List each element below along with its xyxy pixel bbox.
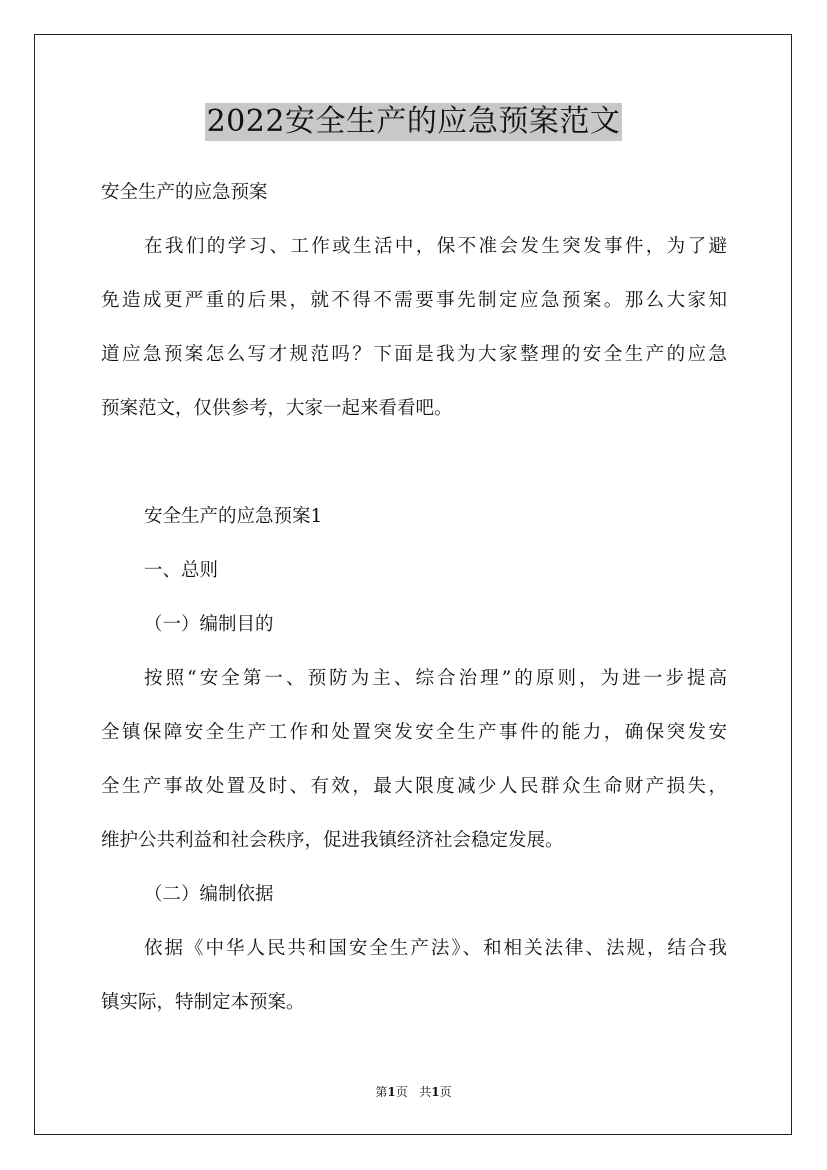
footer-total-label: 共 <box>419 1085 432 1099</box>
footer-total-number: 1 <box>431 1085 440 1099</box>
footer-total-suffix: 页 <box>439 1085 452 1099</box>
paragraph-line: 道应急预案怎么写才规范吗？下面是我为大家整理的安全生产的应急 <box>101 344 727 365</box>
paragraph-line: 镇实际，特制定本预案。 <box>101 992 305 1013</box>
paragraph-line: 免造成更严重的后果，就不得不需要事先制定应急预案。那么大家知 <box>101 290 727 311</box>
footer-page-suffix: 页 <box>395 1085 408 1099</box>
section-heading: 安全生产的应急预案1 <box>144 506 323 527</box>
paragraph-line: 依据《中华人民共和国安全生产法》、和相关法律、法规，结合我 <box>144 938 727 959</box>
subsection-heading: （二）编制依据 <box>144 884 274 905</box>
document-title: 2022安全生产的应急预案范文 <box>206 104 621 139</box>
page-footer <box>0 1084 827 1100</box>
paragraph-line: 预案范文，仅供参考，大家一起来看看吧。 <box>101 398 453 419</box>
footer-page-label: 第 <box>375 1085 388 1099</box>
paragraph-line: 在我们的学习、工作或生活中，保不准会发生突发事件，为了避 <box>144 236 727 257</box>
paragraph-line: 全生产事故处置及时、有效，最大限度减少人民群众生命财产损失， <box>101 776 727 797</box>
document-subtitle: 安全生产的应急预案 <box>101 182 268 203</box>
section-heading: 一、总则 <box>144 560 219 581</box>
title-container <box>0 103 827 141</box>
paragraph-line: 按照“安全第一、预防为主、综合治理”的原则，为进一步提高 <box>144 668 727 689</box>
paragraph-line: 全镇保障安全生产工作和处置突发安全生产事件的能力，确保突发安 <box>101 722 727 743</box>
footer-page-number: 1 <box>387 1085 396 1099</box>
paragraph-line: 维护公共利益和社会秩序，促进我镇经济社会稳定发展。 <box>101 830 564 851</box>
subsection-heading: （一）编制目的 <box>144 614 274 635</box>
